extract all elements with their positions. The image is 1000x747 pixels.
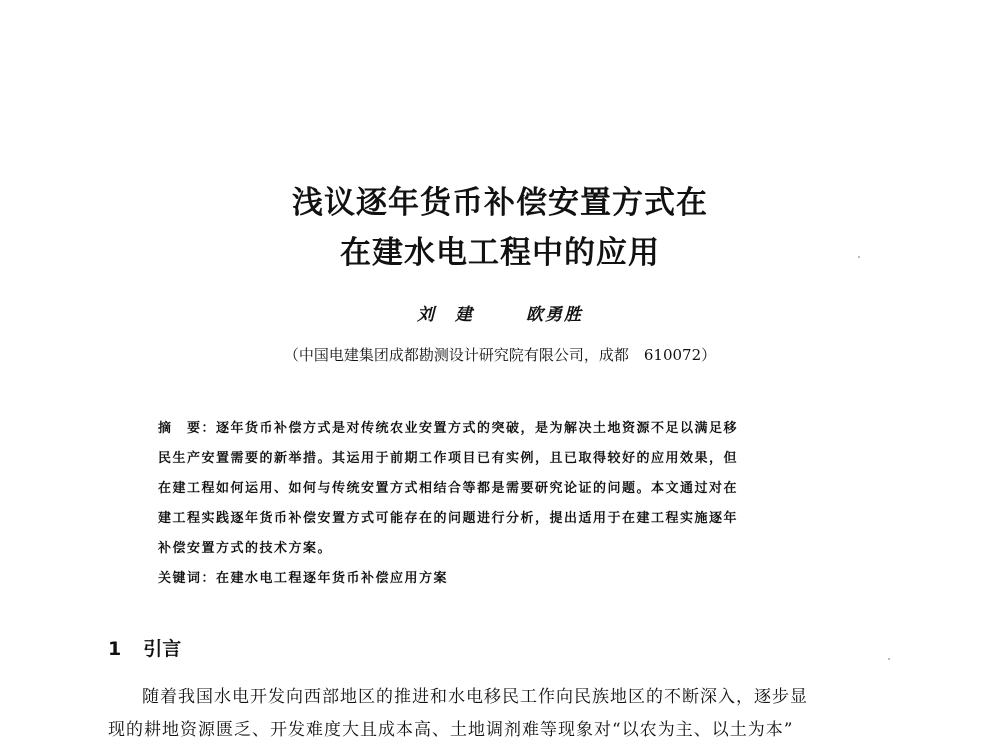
affiliation: （中国电建集团成都勘测设计研究院有限公司，成都 610072）: [283, 346, 717, 364]
keywords-label: 关键词：: [158, 571, 217, 586]
title-line-1: 浅议逐年货币补偿安置方式在: [292, 185, 708, 221]
section-number: 1: [108, 638, 122, 660]
body-paragraph: [108, 681, 908, 747]
section-heading: [108, 634, 181, 661]
abstract-line: [158, 414, 858, 444]
keywords-line: [158, 564, 858, 594]
abstract-block: [158, 414, 858, 594]
scan-speck: [858, 256, 860, 258]
scan-speck: [888, 658, 890, 660]
keywords-text: 在建水电工程逐年货币补偿应用方案: [216, 571, 449, 586]
paper-title: [0, 178, 1000, 278]
section-title: 引言: [143, 638, 182, 660]
abstract-line: 在建工程如何运用、如何与传统安置方式相结合等都是需要研究论证的问题。本文通过对在: [158, 481, 739, 496]
body-line: 现的耕地资源匮乏、开发难度大且成本高、土地调剂难等现象对“以农为主、以土为本”: [108, 720, 794, 740]
author-list: [0, 300, 1000, 325]
abstract-line: 民生产安置需要的新举措。其运用于前期工作项目已有实例，且已取得较好的应用效果，但: [158, 451, 739, 466]
abstract-line: 补偿安置方式的技术方案。: [158, 541, 333, 556]
abstract-line: 建工程实践逐年货币补偿安置方式可能存在的问题进行分析，提出适用于在建工程实施逐年: [158, 511, 739, 526]
author-name: 欧勇胜: [525, 305, 583, 325]
author-name: 刘 建: [417, 305, 475, 325]
body-line: 随着我国水电开发向西部地区的推进和水电移民工作向民族地区的不断深入，逐步显: [142, 687, 808, 707]
abstract-label: 摘 要：: [158, 421, 217, 436]
title-line-2: 在建水电工程中的应用: [340, 235, 660, 271]
abstract-text: 逐年货币补偿方式是对传统农业安置方式的突破，是为解决土地资源不足以满足移: [216, 421, 739, 436]
